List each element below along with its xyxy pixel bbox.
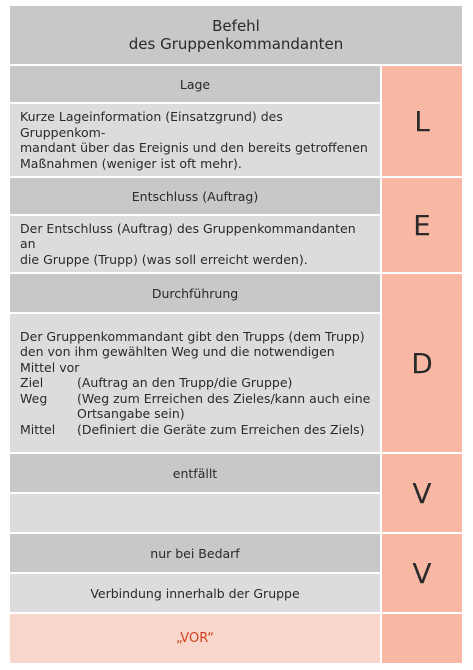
title-line-1: Befehl [212,17,260,35]
section-text-entschluss [10,216,380,272]
title-line-2: des Gruppenkommandanten [128,35,344,53]
text-line: Der Gruppenkommandant gibt den Trupps (dem Trupp) [20,328,365,344]
definition-desc: (Definiert die Geräte zum Erreichen des Ziels) [77,421,365,437]
definition-desc: (Weg zum Erreichen des Zieles/kann auch eine [77,390,371,406]
definition-desc: (Auftrag an den Trupp/die Gruppe) [77,375,293,391]
letter-e: E [382,178,462,272]
letter-d: D [382,274,462,452]
definition-term: Mittel [20,421,56,437]
section-text-empty [10,494,380,532]
letter-l: L [382,66,462,176]
text-line: Der Entschluss (Auftrag) des Gruppenkommandanten an [20,220,356,252]
definition-desc: Ortsangabe sein) [77,406,185,422]
footer-letter-cell [382,614,462,663]
text-line: Maßnahmen (weniger ist oft mehr). [20,155,242,171]
section-label-entfaellt: entfällt [10,454,380,492]
definition-row [20,422,372,438]
text-line: die Gruppe (Trupp) (was soll erreicht werden). [20,251,308,267]
section-label-lage: Lage [10,66,380,102]
section-label-entschluss: Entschluss (Auftrag) [10,178,380,214]
text-line: den von ihm gewählten Weg und die notwendigen [20,344,335,360]
definition-row [20,406,372,422]
section-label-durchfuehrung: Durchführung [10,274,380,312]
section-text-durchfuehrung [10,314,380,452]
section-text-lage [10,104,380,176]
text-line: Mittel vor [20,359,80,375]
letter-v-2: V [382,534,462,612]
definition-term [20,406,77,422]
footer-vor-label: „VOR“ [175,631,215,646]
definition-row [20,391,372,407]
definition-term: Ziel [20,375,44,391]
section-label-bedarf: nur bei Bedarf [10,534,380,572]
section-text-verbindung: Verbindung innerhalb der Gruppe [10,574,380,612]
footer-vor [10,614,380,663]
table-title [10,6,462,64]
letter-v-1: V [382,454,462,532]
befehl-table [10,6,462,663]
definition-row [20,375,372,391]
text-line: mandant über das Ereignis und den bereits getroffenen [20,140,368,155]
text-line: Kurze Lageinformation (Einsatzgrund) des Gruppenkom- [20,109,283,140]
definition-term: Weg [20,390,48,406]
